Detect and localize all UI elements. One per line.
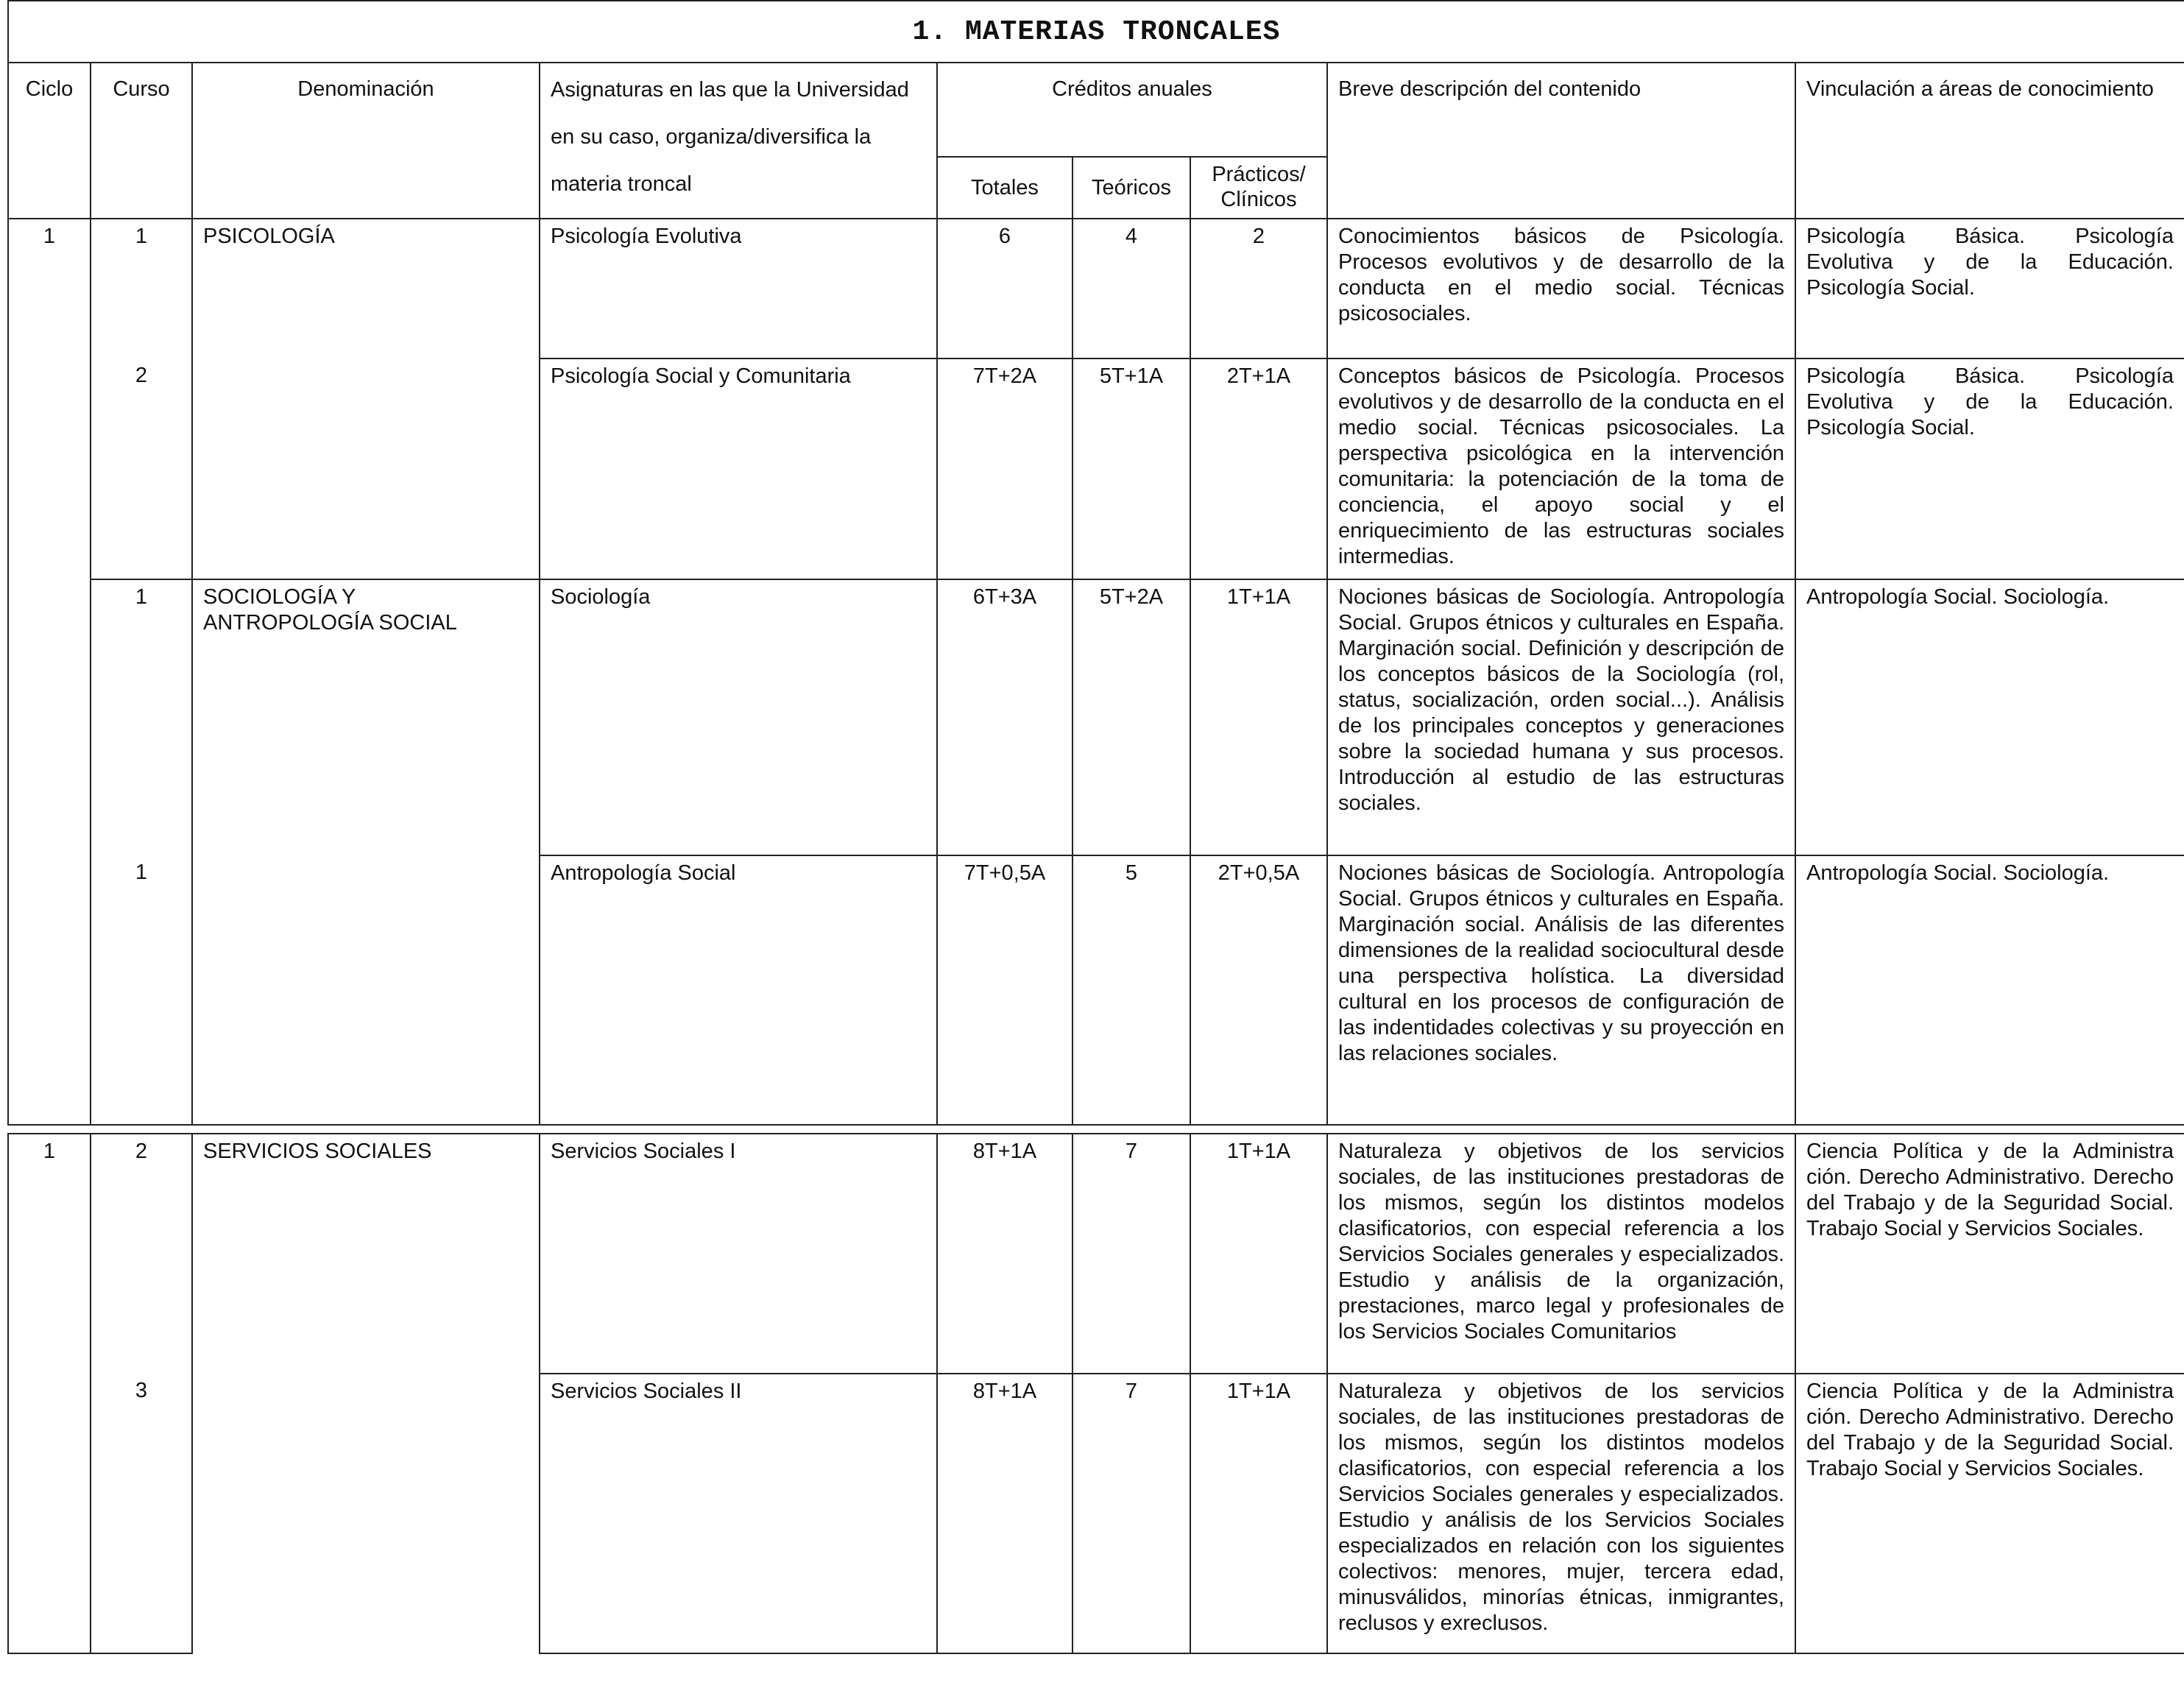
cell-ciclo [8, 358, 91, 579]
cell-practicos: 2 [1190, 219, 1327, 358]
cell-curso: 1 [91, 219, 192, 358]
cell-denominacion: SOCIOLOGÍA Y ANTROPOLOGÍA SOCIAL [192, 579, 540, 1125]
header-vinculacion: Vinculación a áreas de conocimiento [1795, 63, 2184, 219]
header-asignaturas-line1: Asignaturas en las que la Universidad [551, 78, 909, 102]
cell-ciclo [8, 579, 91, 855]
cell-totales: 7T+0,5A [937, 855, 1072, 1125]
cell-practicos: 1T+1A [1190, 579, 1327, 855]
header-practicos [1190, 157, 1327, 219]
cell-practicos: 1T+1A [1190, 1134, 1327, 1374]
cell-vinculacion: Antropología Social. Sociología. [1795, 855, 2184, 1125]
header-curso: Curso [91, 63, 192, 219]
header-asignaturas [540, 63, 937, 219]
cell-practicos: 2T+1A [1190, 358, 1327, 579]
cell-asignatura: Psicología Evolutiva [540, 219, 937, 358]
header-ciclo: Ciclo [8, 63, 91, 219]
table-title: 1. MATERIAS TRONCALES [8, 1, 2184, 63]
header-denominacion: Denominación [192, 63, 540, 219]
document-page [7, 0, 2184, 1654]
table-row [8, 1134, 2184, 1374]
cell-teoricos: 7 [1072, 1374, 1190, 1653]
cell-ciclo: 1 [8, 1134, 91, 1374]
cell-curso: 2 [91, 1134, 192, 1374]
cell-descripcion: Nociones básicas de Sociología. Antropología Social. Grupos étnicos y culturales en España. Marginación social. Análisis de las diferentes dimensiones de la realidad sociocultural desde una perspectiva holística. La diversidad cultural en los procesos de configuración de las indentidades colectivas y su proyección en las relaciones sociales. [1327, 855, 1795, 1125]
cell-totales: 8T+1A [937, 1134, 1072, 1374]
cell-totales: 8T+1A [937, 1374, 1072, 1653]
cell-totales: 6 [937, 219, 1072, 358]
cell-curso: 1 [91, 855, 192, 1125]
cell-vinculacion: Psicología Básica. Psicología Evolutiva y de la Educación. Psicología Social. [1795, 219, 2184, 358]
cell-asignatura: Antropología Social [540, 855, 937, 1125]
header-asignaturas-line3: materia troncal [551, 172, 692, 196]
cell-descripcion: Conceptos básicos de Psicología. Procesos evolutivos y de desarrollo de la conducta en el medio social. Técnicas psicosociales. La perspectiva psicológica en la intervención comunitaria: la potenciación de la toma de conciencia, el apoyo social y el enriquecimiento de las estructuras sociales intermedias. [1327, 358, 1795, 579]
cell-totales: 6T+3A [937, 579, 1072, 855]
cell-ciclo [8, 1374, 91, 1653]
cell-teoricos: 5 [1072, 855, 1190, 1125]
cell-teoricos: 7 [1072, 1134, 1190, 1374]
cell-asignatura: Servicios Sociales I [540, 1134, 937, 1374]
materias-troncales-table [7, 0, 2184, 1126]
table-row [8, 219, 2184, 358]
cell-vinculacion: Antropología Social. Sociología. [1795, 579, 2184, 855]
cell-practicos: 1T+1A [1190, 1374, 1327, 1653]
header-creditos-anuales: Créditos anuales [937, 63, 1327, 157]
cell-asignatura: Sociología [540, 579, 937, 855]
cell-curso: 2 [91, 358, 192, 579]
cell-curso: 1 [91, 579, 192, 855]
header-practicos-line1: Prácticos/ [1212, 163, 1306, 186]
header-totales: Totales [937, 157, 1072, 219]
header-descripcion: Breve descripción del contenido [1327, 63, 1795, 219]
cell-teoricos: 4 [1072, 219, 1190, 358]
cell-descripcion: Conocimientos básicos de Psicología. Procesos evolutivos y de desarrollo de la conducta en el medio social. Técnicas psicosociales. [1327, 219, 1795, 358]
servicios-sociales-table [7, 1133, 2184, 1654]
cell-vinculacion: Ciencia Política y de la Administra ción. Derecho Administrativo. Derecho del Trabajo y de la Seguridad Social. Trabajo Social y Servicios Sociales. [1795, 1374, 2184, 1653]
cell-descripcion: Naturaleza y objetivos de los servicios sociales, de las instituciones prestadoras de los mismos, según los distintos modelos clasificatorios, con especial referencia a los Servicios Sociales generales y especializados. Estudio y análisis de la organización, prestaciones, marco legal y profesionales de los Servicios Sociales Comunitarios [1327, 1134, 1795, 1374]
cell-totales: 7T+2A [937, 358, 1072, 579]
cell-curso: 3 [91, 1374, 192, 1653]
cell-descripcion: Naturaleza y objetivos de los servicios sociales, de las instituciones prestadoras de los mismos, según los distintos modelos clasificatorios, con especial referencia a los Servicios Sociales generales y especializados. Estudio y análisis de los Servicios Sociales especializados en relación con los siguientes colectivos: menores, mujer, tercera edad, minusválidos, minorías étnicas, inmigrantes, reclusos y exreclusos. [1327, 1374, 1795, 1653]
cell-asignatura: Psicología Social y Comunitaria [540, 358, 937, 579]
cell-denominacion: PSICOLOGÍA [192, 219, 540, 579]
cell-practicos: 2T+0,5A [1190, 855, 1327, 1125]
cell-ciclo: 1 [8, 219, 91, 358]
header-practicos-line2: Clínicos [1220, 188, 1297, 211]
header-asignaturas-line2: en su caso, organiza/diversifica la [551, 125, 872, 149]
cell-ciclo [8, 855, 91, 1125]
cell-vinculacion: Ciencia Política y de la Administra ción. Derecho Administrativo. Derecho del Trabajo y de la Seguridad Social. Trabajo Social y Servicios Sociales. [1795, 1134, 2184, 1374]
cell-teoricos: 5T+1A [1072, 358, 1190, 579]
cell-asignatura: Servicios Sociales II [540, 1374, 937, 1653]
cell-vinculacion: Psicología Básica. Psicología Evolutiva y de la Educación. Psicología Social. [1795, 358, 2184, 579]
cell-denominacion: SERVICIOS SOCIALES [192, 1134, 540, 1653]
header-teoricos: Teóricos [1072, 157, 1190, 219]
cell-descripcion: Nociones básicas de Sociología. Antropología Social. Grupos étnicos y culturales en España. Marginación social. Definición y descripción de los conceptos básicos de la Sociología (rol, status, socialización, orden social...). Análisis de los principales conceptos y generaciones sobre la sociedad humana y sus procesos. Introducción al estudio de las estructuras sociales. [1327, 579, 1795, 855]
cell-teoricos: 5T+2A [1072, 579, 1190, 855]
table-row [8, 579, 2184, 855]
